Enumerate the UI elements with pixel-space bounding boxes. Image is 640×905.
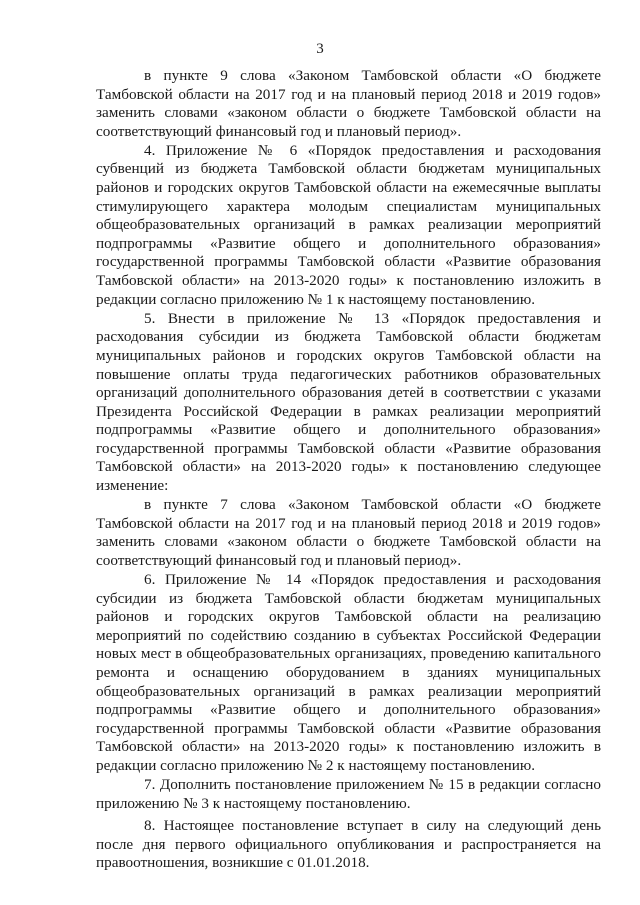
paragraph-4-appendix-6: 4. Приложение № 6 «Порядок предоставления и расходования субвенций из бюджета Тамбовской области бюджетам муниципальных районов и городских округов Тамбовской области на ежемесячные выплаты стимулирующего характера молодым специалистам муниципальных общеобразовательных организаций в рамках реализации мероприятий подпрограммы «Развитие общего и дополнительного образования» государственной программы Тамбовской области «Развитие образования Тамбовской области» на 2013-2020 годы» к постановлению изложить в редакции согласно приложению № 1 к настоящему постановлению.: [96, 141, 601, 308]
paragraph-item-9-amendment: в пункте 9 слова «Законом Тамбовской области «О бюджете Тамбовской области на 2017 год и на плановый период 2018 и 2019 годов» заменить словами «законом области о бюджете Тамбовской области на соответствующий финансовый год и плановый период».: [96, 67, 601, 140]
paragraph-6-appendix-14: 6. Приложение № 14 «Порядок предоставления и расходования субсидии из бюджета Тамбовской области бюджетам муниципальных районов и городских округов Тамбовской области на реализацию мероприятий по содействию созданию в субъектах Российской Федерации новых мест в общеобразовательных организациях, проведению капитального ремонта и оснащению оборудованием в зданиях муниципальных общеобразовательных организаций в рамках реализации мероприятий подпрограммы «Развитие общего и дополнительного образования» государственной программы Тамбовской области «Развитие образования Тамбовской области» на 2013-2020 годы» к постановлению изложить в редакции согласно приложению № 2 к настоящему постановлению.: [96, 571, 601, 774]
paragraph-item-7-amendment: в пункте 7 слова «Законом Тамбовской области «О бюджете Тамбовской области на 2017 год и на плановый период 2018 и 2019 годов» заменить словами «законом области о бюджете Тамбовской области на соответствующий финансовый год и плановый период».: [96, 496, 601, 569]
paragraph-7-appendix-15: 7. Дополнить постановление приложением № 15 в редакции согласно приложению № 3 к настоящему постановлению.: [96, 776, 601, 812]
paragraph-8-effective-date: 8. Настоящее постановление вступает в силу на следующий день после дня первого официального опубликования и распространяется на правоотношения, возникшие с 01.01.2018.: [96, 817, 601, 872]
document-body: [96, 67, 601, 873]
page-number: 3: [316, 41, 324, 57]
paragraph-5-appendix-13: 5. Внести в приложение № 13 «Порядок предоставления и расходования субсидии из бюджета Тамбовской области бюджетам муниципальных районов и городских округов Тамбовской области на повышение оплаты труда педагогических работников образовательных организаций дополнительного образования детей в соответствии с указами Президента Российской Федерации в рамках реализации мероприятий подпрограммы «Развитие общего и дополнительного образования» государственной программы Тамбовской области «Развитие образования Тамбовской области» на 2013-2020 годы» к постановлению следующее изменение:: [96, 309, 601, 495]
